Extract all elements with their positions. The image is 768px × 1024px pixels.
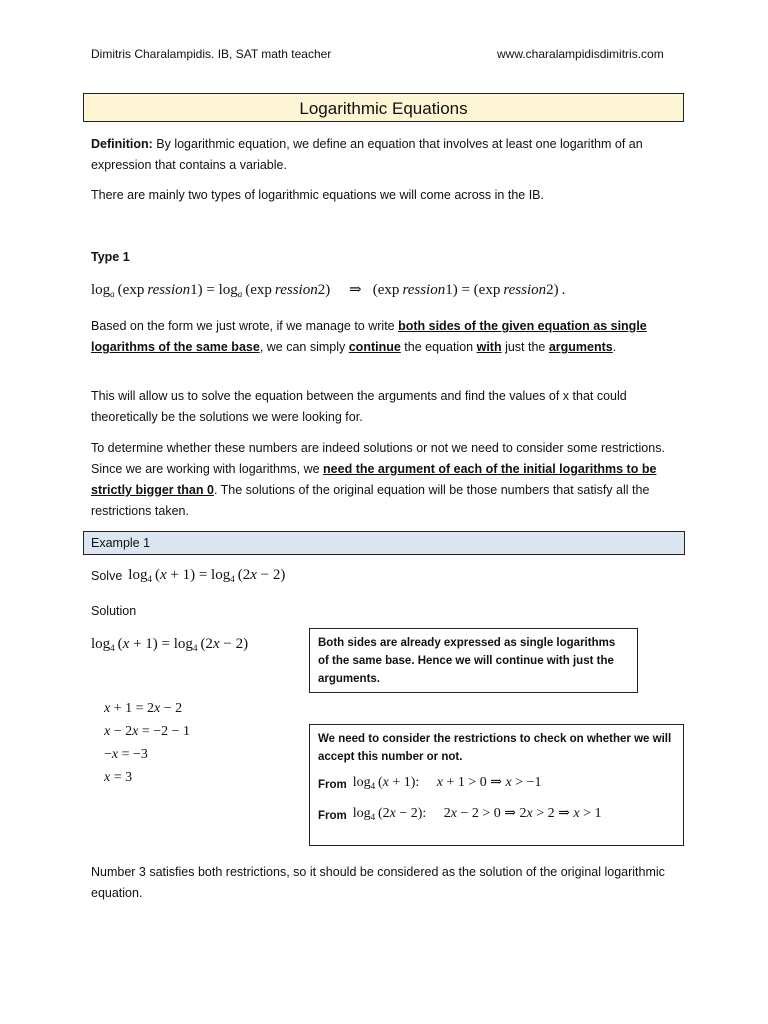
page-title: Logarithmic Equations	[83, 93, 684, 122]
from-label: From	[318, 778, 347, 791]
note-same-base: Both sides are already expressed as single logarithms of the same base. Hence we will continue with just the arguments.	[309, 628, 638, 693]
type1-paragraph-2: This will allow us to solve the equation between the arguments and find the values of x that could theoretically be the solutions we were looking for.	[91, 389, 627, 424]
emphasis-run: need the argument of each of the initial logarithms to be strictly bigger than 0	[91, 462, 657, 497]
text-run: the equation	[400, 340, 477, 354]
restriction-1-formula: $\log_4 (x + 1)$: x + 1 > 0 ⇒ x > −1	[352, 775, 542, 791]
text-run: just the	[501, 340, 549, 354]
solve-label: Solve	[91, 568, 123, 583]
solution-label: Solution	[91, 604, 137, 618]
definition-label: Definition:	[91, 137, 153, 151]
restriction-1	[318, 774, 675, 795]
type1-heading: Type 1	[91, 250, 130, 264]
note-restrictions	[309, 724, 684, 846]
restriction-2-formula: $\log_4 (2x - 2)$: 2x − 2 > 0 ⇒ 2x > 2 ⇒ x > 1	[352, 806, 602, 822]
emphasis-run: continue	[348, 340, 401, 354]
type1-paragraph-3	[91, 438, 681, 522]
emphasis-run: with	[476, 340, 502, 354]
restrictions-text: We need to consider the restrictions to check on whether we will accept this number or not.	[318, 733, 672, 763]
example-problem	[91, 567, 285, 584]
step-3: −x = −3	[104, 747, 148, 762]
definition-text: By logarithmic equation, we define an equation that involves at least one logarithm of an expression that contains a variable.	[91, 137, 643, 172]
intro-paragraph: There are mainly two types of logarithmic equations we will come across in the IB.	[91, 188, 544, 202]
header-website[interactable]: www.charalampidisdimitris.com	[497, 47, 664, 61]
step-1: x + 1 = 2x − 2	[104, 701, 183, 716]
text-run: , we can simply	[259, 340, 349, 354]
definition-paragraph	[91, 134, 681, 176]
problem-equation: $\log_4 (x + 1) = \log_4 (2x - 2)$	[128, 567, 286, 584]
from-label: From	[318, 809, 347, 822]
text-run: Based on the form we just wrote, if we manage to write	[91, 319, 399, 333]
text-run: . The solutions of the original equation will be those numbers that satisfy all the restrictions taken.	[91, 483, 650, 518]
step-4: x = 3	[104, 770, 133, 785]
text-run: To determine whether these numbers are indeed solutions or not we need to consider some restrictions. Since we are working with logarithms, we	[91, 441, 665, 476]
type1-paragraph-1	[91, 316, 681, 358]
type1-formula: $\log_a (\exp$ ression1) = $\log_a (\exp$ ression2) ⇒ (exp ression1) = (exp ression2) .	[91, 282, 566, 299]
solution-steps	[104, 701, 190, 793]
header-author: Dimitris Charalampidis. IB, SAT math teacher	[91, 47, 332, 61]
emphasis-run: arguments	[548, 340, 613, 354]
restriction-2	[318, 805, 675, 826]
conclusion-paragraph: Number 3 satisfies both restrictions, so it should be considered as the solution of the original logarithmic equation.	[91, 865, 665, 900]
emphasis-run: both sides of the given equation as single logarithms of the same base	[91, 319, 647, 354]
text-run: .	[612, 340, 617, 354]
step-2: x − 2x = −2 − 1	[104, 724, 191, 739]
solution-equation: $\log_4 (x + 1) = \log_4 (2x - 2)$	[91, 636, 249, 653]
example-1-header: Example 1	[83, 531, 685, 555]
